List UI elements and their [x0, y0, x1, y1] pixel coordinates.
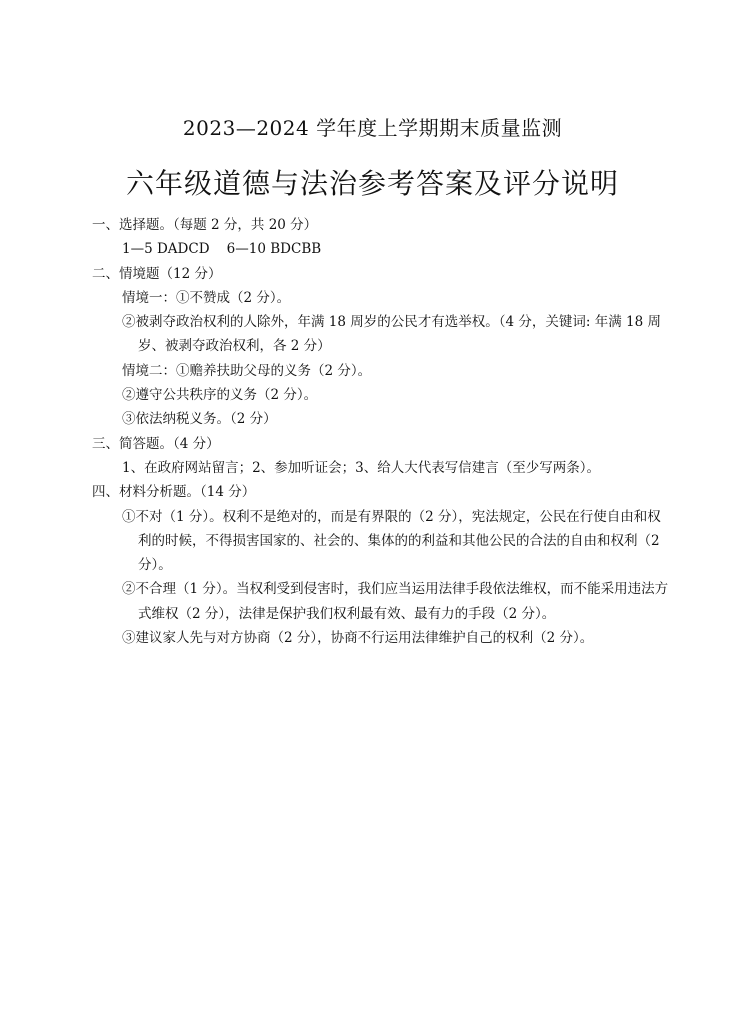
section-2-scenario-2-answer-2: ②遵守公共秩序的义务（2 分）。: [122, 387, 318, 404]
document-title-year: 2023—2024 学年度上学期期末质量监测: [182, 116, 563, 140]
section-1-answers: 1—5 DADCD 6—10 BDCBB: [122, 241, 322, 258]
section-2-scenario-2-answer-3: ③依法纳税义务。（2 分）: [122, 411, 277, 428]
section-4-answer-1: ①不对（1 分）。权利不是绝对的，而是有界限的（2 分），宪法规定，公民在行使自由和权利的时候，不得损害国家的、社会的、集体的的利益和其他公民的合法的自由和权利（2 分）。: [122, 508, 661, 574]
section-4-answer-3: ③建议家人先与对方协商（2 分），协商不行运用法律维护自己的权利（2 分）。: [122, 630, 594, 647]
section-2-scenario-2-answer-1: 情境二：①赡养扶助父母的义务（2 分）。: [122, 362, 372, 379]
section-1-heading: 一、选择题。（每题 2 分，共 20 分）: [92, 217, 318, 233]
section-2-scenario-1-answer-1: 情境一：①不赞成（2 分）。: [122, 289, 291, 306]
section-4-heading: 四、材料分析题。（14 分）: [92, 484, 256, 501]
section-2-scenario-1-answer-2: ②被剥夺政治权利的人除外，年满 18 周岁的公民才有选举权。（4 分，关键词: 年满 18 周岁、被剥夺政治权利，各 2 分）: [122, 314, 661, 355]
section-2-heading: 二、情境题（12 分）: [92, 265, 222, 282]
document-title-main: 六年级道德与法治参考答案及评分说明: [125, 167, 619, 200]
section-4-answer-2: ②不合理（1 分）。当权利受到侵害时，我们应当运用法律手段依法维权，而不能采用违法方式维权（2 分），法律是保护我们权利最有效、最有力的手段（2 分）。: [122, 581, 669, 622]
section-3-heading: 三、简答题。（4 分）: [92, 435, 220, 452]
section-3-answer: 1、在政府网站留言；2、参加听证会；3、给人大代表写信建言（至少写两条）。: [122, 459, 601, 476]
answer-body: [92, 213, 672, 650]
